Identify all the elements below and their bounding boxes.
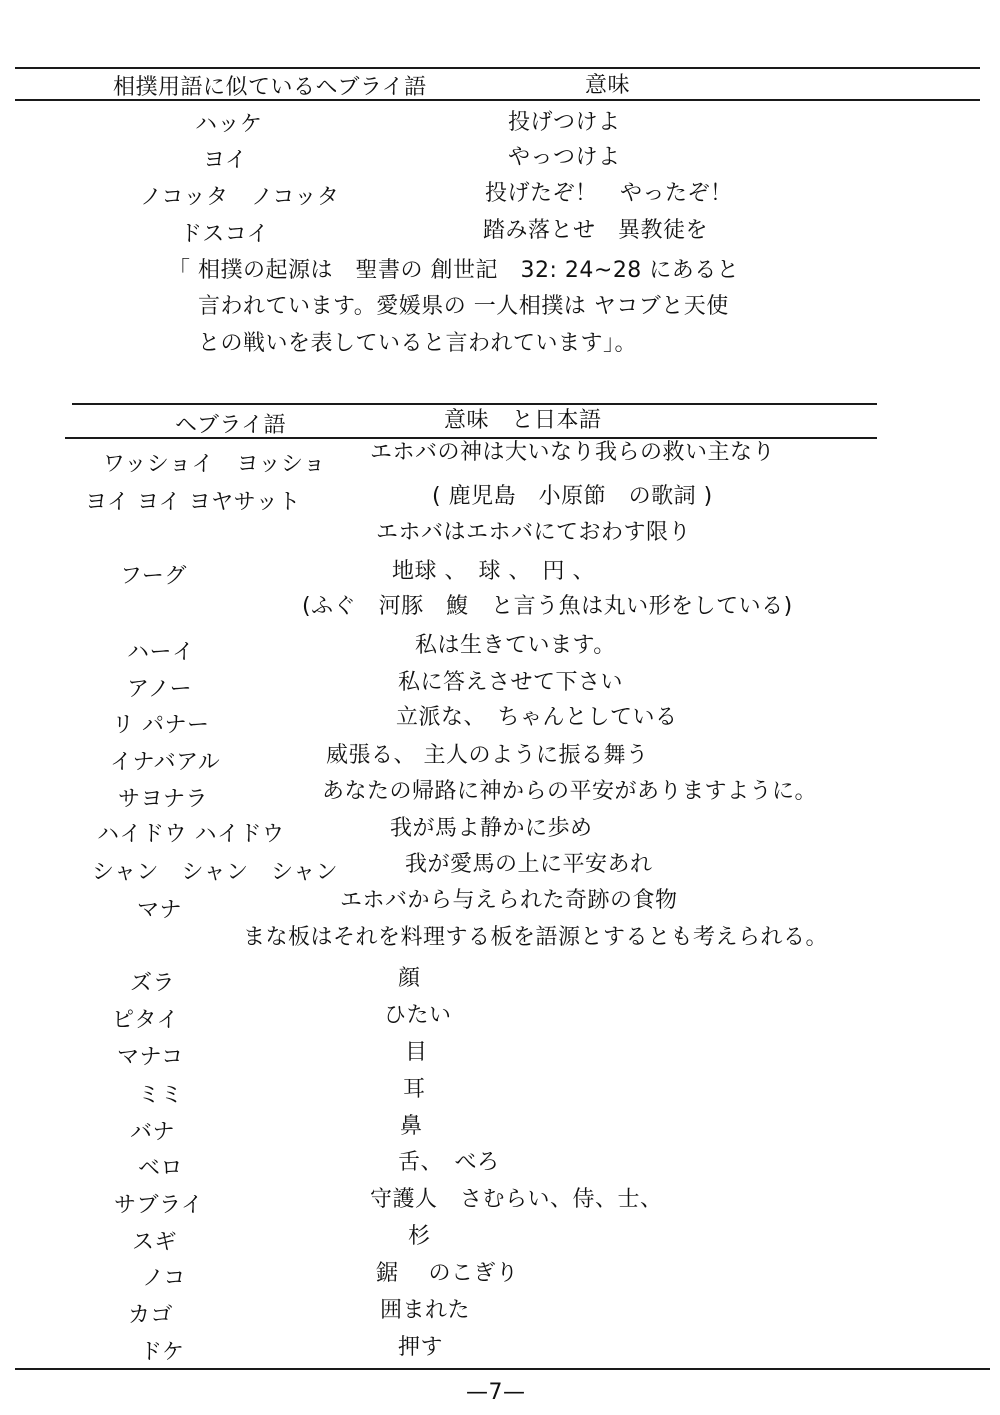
hebrew-meaning: 立派な、 ちゃんとしている [396,705,678,730]
hebrew-term: ベロ [138,1156,184,1181]
section2-top-rule [72,403,877,405]
hebrew-meaning: (ふぐ 河豚 鰒 と言う魚は丸い形をしている) [302,594,793,619]
sumo-meaning: 投げつけよ [508,110,621,135]
section1-top-rule [15,67,980,69]
note-line: 言われています。愛媛県の 一人相撲は ヤコブと天使 [198,294,729,319]
hebrew-meaning: 杉 [408,1224,431,1249]
hebrew-term: マナコ [117,1045,184,1070]
hebrew-meaning: 舌、 べろ [398,1150,500,1175]
hebrew-meaning: 我が愛馬の上に平安あれ [405,852,653,877]
hebrew-term: ミミ [138,1083,184,1108]
note-line: との戦いを表していると言われています」。 [198,331,638,356]
hebrew-term: サヨナラ [118,787,209,812]
sumo-meaning: 踏み落とせ 異教徒を [483,218,709,243]
hebrew-meaning: 守護人 さむらい、侍、士、 [370,1187,663,1212]
page-number: —7— [466,1380,526,1405]
hebrew-meaning: 鋸 のこぎり [376,1261,519,1286]
hebrew-meaning: エホバの神は大いなり我らの救い主なり [370,440,776,465]
hebrew-term: ワッショイ ヨッショ [103,452,326,477]
hebrew-term: サブライ [114,1193,204,1218]
hebrew-meaning: 威張る、 主人のように振る舞う [326,743,649,768]
sumo-meaning: やっつけよ [508,145,621,170]
hebrew-meaning: 私に答えさせて下さい [398,670,624,695]
hebrew-term: ドケ [140,1340,185,1365]
hebrew-meaning: あなたの帰路に神からの平安がありますように。 [322,779,818,804]
hebrew-term: ピタイ [112,1008,180,1033]
hebrew-term: リ パナー [112,713,210,738]
sumo-term: ドスコイ [180,222,270,247]
section2-header-term: ヘブライ語 [175,413,287,438]
section1-header-meaning: 意味 [585,73,631,98]
hebrew-meaning: ( 鹿児島 小原節 の歌詞 ) [432,484,713,509]
hebrew-term: バナ [130,1120,176,1145]
hebrew-term: カゴ [128,1303,174,1328]
hebrew-term: シャン シャン シャン [92,860,339,885]
bottom-rule [15,1368,990,1370]
hebrew-meaning: 耳 [403,1077,426,1102]
hebrew-term: アノー [127,677,193,702]
hebrew-meaning: ひたい [384,1003,452,1028]
hebrew-term: マナ [137,898,183,923]
sumo-meaning: 投げたぞ！ やったぞ！ [485,181,733,206]
sumo-term: ヨイ [203,148,248,173]
hebrew-term: イナバアル [110,750,221,775]
hebrew-meaning: エホバから与えられた奇跡の食物 [340,888,678,913]
hebrew-term: スギ [132,1230,178,1255]
hebrew-term: ズラ [130,971,176,996]
hebrew-meaning: 鼻 [400,1114,423,1139]
hebrew-meaning: 顔 [398,966,421,991]
hebrew-term: ハイドウ ハイドウ [97,822,285,847]
hebrew-term: ノコ [142,1266,186,1291]
section2-header-meaning: 意味 と日本語 [444,408,602,433]
hebrew-meaning: 囲まれた [380,1298,471,1323]
hebrew-term: フーグ [120,564,187,589]
section1-header-term: 相撲用語に似ているヘブライ語 [113,75,427,100]
sumo-term: ハッケ [195,112,263,137]
hebrew-term: ハーイ [127,640,195,665]
hebrew-meaning: エホバはエホバにておわす限り [376,520,692,545]
hebrew-meaning: 私は生きています。 [415,633,616,658]
note-line: 「 相撲の起源は 聖書の 創世記 32: 24~28 にあると [168,258,740,283]
hebrew-meaning: 目 [405,1040,428,1065]
hebrew-meaning: 我が馬よ静かに歩め [390,816,593,841]
hebrew-meaning: まな板はそれを料理する板を語源とするとも考えられる。 [243,925,829,950]
hebrew-meaning: 押す [398,1335,444,1360]
hebrew-term: ヨイ ヨイ ヨヤサット [85,490,301,515]
sumo-term: ノコッタ ノコッタ [140,185,340,210]
hebrew-meaning: 地球 、 球 、 円 、 [392,559,595,584]
